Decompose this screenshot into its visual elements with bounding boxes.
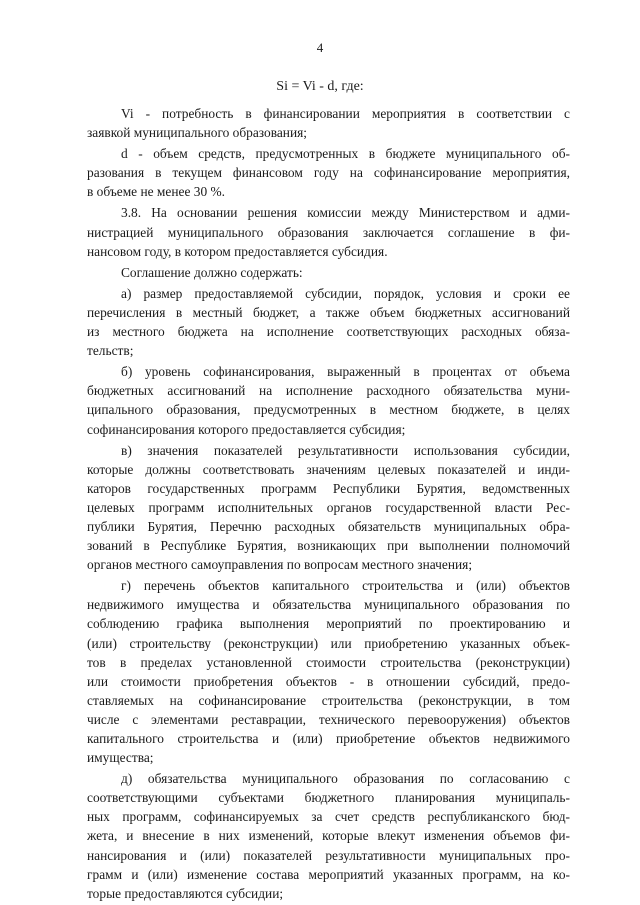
formula: Si = Vi - d, где: [276,79,364,94]
text-line: публики Бурятия, Перечню расходных обязательств муниципальных обра- [87,518,570,534]
text-line: нистрацией муниципального образования заключается соглашение в фи- [87,224,570,240]
paragraph [87,203,570,260]
text-line: б) уровень софинансирования, выраженный в процентах от объема [121,364,570,380]
text-line: перечисления в местный бюджет, а также объем бюджетных ассигнований [87,304,570,320]
text-line: из местного бюджета на исполнение соответствующих расходных обяза- [87,324,570,340]
text-line: Соглашение должно содержать: [121,264,303,280]
text-line: торые предоставляются субсидии; [87,885,284,901]
text-line: заявкой муниципального образования; [87,125,308,141]
text-line: числе с элементами реставрации, технического перевооружения) объектов [87,711,570,727]
paragraph [87,441,570,575]
page-number: 4 [316,40,324,55]
paragraph [87,284,570,360]
text-line: тов в пределах установленной стоимости строительства (реконструкции) [87,654,570,670]
paragraph [87,144,570,201]
text-line: соблюдению графика выполнения мероприятий по проектированию и [87,616,570,632]
text-line: капитального строительства и (или) приобретение объектов недвижимого [87,731,570,746]
text-line: d - объем средств, предусмотренных в бюджете муниципального об- [121,146,570,162]
paragraph [87,576,570,767]
text-line: жета, и внесение в них изменений, которые влекут изменения объемов фи- [87,828,570,844]
text-line: которые должны соответствовать значениям целевых показателей и инди- [87,461,570,477]
text-line: (или) строительству (реконструкции) или приобретению указанных объек- [87,635,570,651]
text-line: целевых программ исполнительных органов государственной власти Рес- [87,499,570,515]
text-line: бюджетных ассигнований на исполнение расходного обязательства муни- [87,383,570,399]
paragraph [87,362,570,438]
text-line: органов местного самоуправления по вопросам местного значения; [87,557,473,573]
text-line: имущества; [87,750,154,766]
text-line: нансовом году, в котором предоставляется субсидия. [87,243,388,259]
text-line: или стоимости приобретения объектов - в отношении субсидий, предо- [87,673,570,689]
document-body [87,104,570,903]
text-line: каторов государственных программ Республики Бурятия, ведомственных [87,480,570,496]
text-line: зований в Республике Бурятия, возникающих при выполнении полномочий [87,538,570,554]
text-line: тельств; [87,343,134,359]
text-line: ципального образования, предусмотренных в местном бюджете, в целях [87,402,570,418]
paragraph [87,263,570,282]
text-line: соответствующими субъектами бюджетного планирования муниципаль- [87,790,570,806]
text-line: г) перечень объектов капитального строительства и (или) объектов [121,578,570,594]
text-line: 3.8. На основании решения комиссии между Министерством и адми- [121,205,570,221]
paragraph [87,104,570,142]
text-line: д) обязательства муниципального образования по согласованию с [121,771,570,787]
text-line: в) значения показателей результативности использования субсидии, [121,442,570,458]
text-line: нансирования и (или) показателей результативности муниципальных про- [87,847,570,863]
text-line: недвижимого имущества и обязательства муниципального образования по [87,597,570,613]
text-line: софинансирования которого предоставляется субсидия; [87,421,406,437]
text-line: в объеме не менее 30 %. [87,184,225,200]
text-line: ных программ, софинансируемых за счет средств республиканского бюд- [87,809,570,825]
text-line: Vi - потребность в финансировании мероприятия в соответствии с [121,106,570,121]
paragraph [87,769,570,903]
text-line: а) размер предоставляемой субсидии, порядок, условия и сроки ее [121,285,570,301]
text-line: разования в текущем финансовом году на софинансирование мероприятия, [87,165,570,181]
text-line: грамм и (или) изменение состава мероприятий указанных программ, на ко- [87,866,570,882]
text-line: ставляемых на софинансирование строительства (реконструкции, в том [87,692,570,708]
